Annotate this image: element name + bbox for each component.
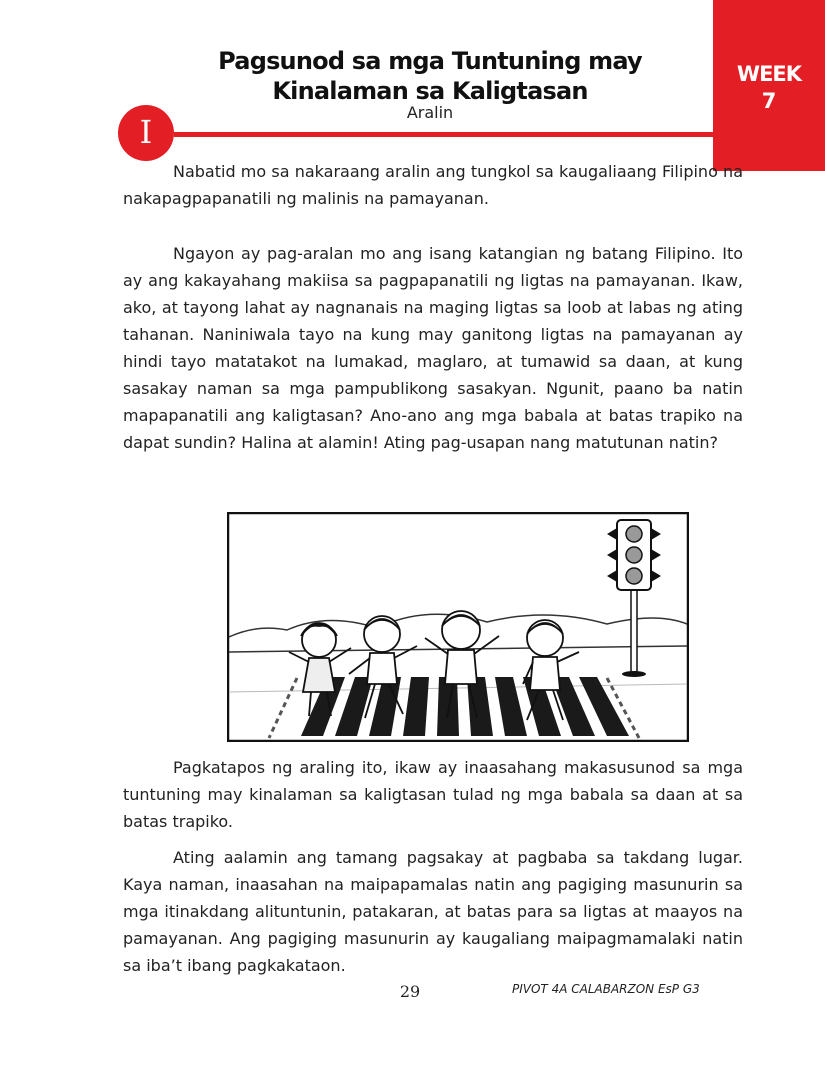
- week-label: WEEK: [736, 62, 802, 86]
- paragraph-1: [123, 158, 743, 212]
- crosswalk-illustration: [227, 512, 689, 742]
- paragraph-4: [123, 844, 743, 979]
- title-line-2: Kinalaman sa Kaligtasan: [272, 77, 588, 105]
- page-title: [175, 46, 685, 106]
- page-number: 29: [399, 982, 421, 1001]
- week-number: 7: [761, 89, 777, 113]
- section-badge: I: [118, 105, 174, 161]
- paragraph-3: [123, 754, 743, 835]
- paragraph-text: Pagkatapos ng araling ito, ikaw ay inaasahang makasusunod sa mga tuntuning may kinalaman sa kaligtasan tulad ng mga babala sa daan at sa batas trapiko.: [123, 758, 743, 831]
- publication-footer: PIVOT 4A CALABARZON EsP G3: [512, 982, 700, 996]
- section-divider: [174, 132, 714, 137]
- paragraph-text: Ating aalamin ang tamang pagsakay at pagbaba sa takdang lugar. Kaya naman, inaasahan na maipapamalas natin ang pagiging masunurin sa mga itinakdang alituntunin, patakaran, at batas para sa ligtas at maayos na pamayanan. Ang pagiging masunurin ay kaugaliang maipagmamalaki natin sa iba’t ibang pagkakataon.: [123, 848, 743, 975]
- lesson-subtitle: Aralin: [406, 103, 454, 122]
- paragraph-2: [123, 240, 743, 456]
- paragraph-text: Nabatid mo sa nakaraang aralin ang tungkol sa kaugaliaang Filipino na nakapagpapanatili ng malinis na pamayanan.: [123, 162, 743, 208]
- title-line-1: Pagsunod sa mga Tuntuning may: [218, 47, 642, 75]
- paragraph-text: Ngayon ay pag-aralan mo ang isang katangian ng batang Filipino. Ito ay ang kakayahang makiisa sa pagpapanatili ng ligtas na pamayanan. Ikaw, ako, at tayong lahat ay nagnanais na maging ligtas sa loob at labas ng ating tahanan. Naniniwala tayo na kung may ganitong ligtas na pamayanan ay hindi tayo matatakot na lumakad, maglaro, at tumawid sa daan, at kung sasakay naman sa mga pampublikong sasakyan. Ngunit, paano ba natin mapapanatili ang kaligtasan? Ano-ano ang mga babala at batas trapiko na dapat sundin? Halina at alamin! Ating pag-usapan nang matutunan natin?: [123, 244, 743, 452]
- week-tab: [713, 0, 825, 171]
